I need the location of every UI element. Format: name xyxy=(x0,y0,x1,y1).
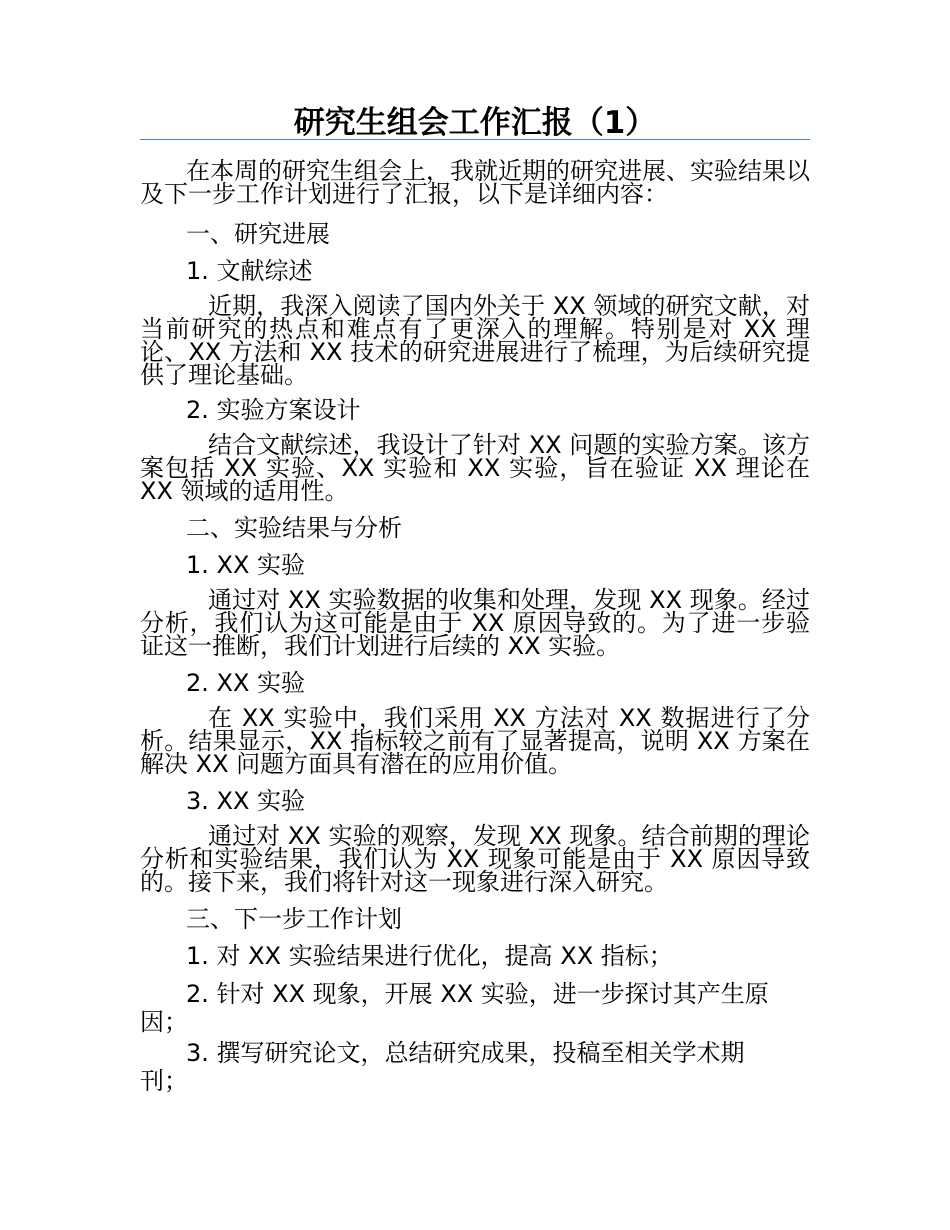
title-underline xyxy=(140,139,810,140)
section-3-heading: 三、下一步工作计划 xyxy=(186,905,402,933)
section-1-sub-1-heading: 1. 文献综述 xyxy=(186,257,313,285)
document-title: 研究生组会工作汇报（1） xyxy=(293,105,657,141)
section-2-sub-3-paragraph: 通过对 XX 实验的观察，发现 XX 现象。结合前期的理论分析和实验结果，我们认为 XX 现象可能是由于 XX 原因导致的。接下来，我们将针对这一现象进行深入研究。 xyxy=(140,822,810,896)
section-1-sub-2-paragraph: 结合文献综述，我设计了针对 XX 问题的实验方案。该方案包括 XX 实验、XX 实验和 XX 实验，旨在验证 XX 理论在 XX 领域的适用性。 xyxy=(140,431,810,505)
section-2-sub-1-paragraph: 通过对 XX 实验数据的收集和处理，发现 XX 现象。经过分析，我们认为这可能是由于 XX 原因导致的。为了进一步验证这一推断，我们计划进行后续的 XX 实验。 xyxy=(140,586,810,660)
plan-item-2: 2. 针对 XX 现象，开展 XX 实验，进一步探讨其产生原因； xyxy=(140,980,769,1036)
section-2-heading: 二、实验结果与分析 xyxy=(186,514,402,542)
section-2-sub-1-heading: 1. XX 实验 xyxy=(186,551,306,579)
section-2-sub-3-heading: 3. XX 实验 xyxy=(186,787,306,815)
section-2-sub-2-heading: 2. XX 实验 xyxy=(186,669,306,697)
section-1-sub-2-heading: 2. 实验方案设计 xyxy=(186,396,361,424)
section-1-sub-1-paragraph: 近期，我深入阅读了国内外关于 XX 领域的研究文献，对当前研究的热点和难点有了更深入的理解。特别是对 XX 理论、XX 方法和 XX 技术的研究进展进行了梳理，为后续研究提供了理论基础。 xyxy=(140,292,810,389)
section-2-sub-2-paragraph: 在 XX 实验中，我们采用 XX 方法对 XX 数据进行了分析。结果显示，XX 指标较之前有了显著提高，说明 XX 方案在解决 XX 问题方面具有潜在的应用价值。 xyxy=(140,704,810,778)
intro-paragraph: 在本周的研究生组会上，我就近期的研究进展、实验结果以及下一步工作计划进行了汇报，以下是详细内容： xyxy=(140,157,810,208)
section-1-heading: 一、研究进展 xyxy=(186,220,330,248)
plan-item-1: 1. 对 XX 实验结果进行优化，提高 XX 指标； xyxy=(186,942,673,970)
plan-item-3: 3. 撰写研究论文，总结研究成果，投稿至相关学术期刊； xyxy=(140,1039,745,1095)
